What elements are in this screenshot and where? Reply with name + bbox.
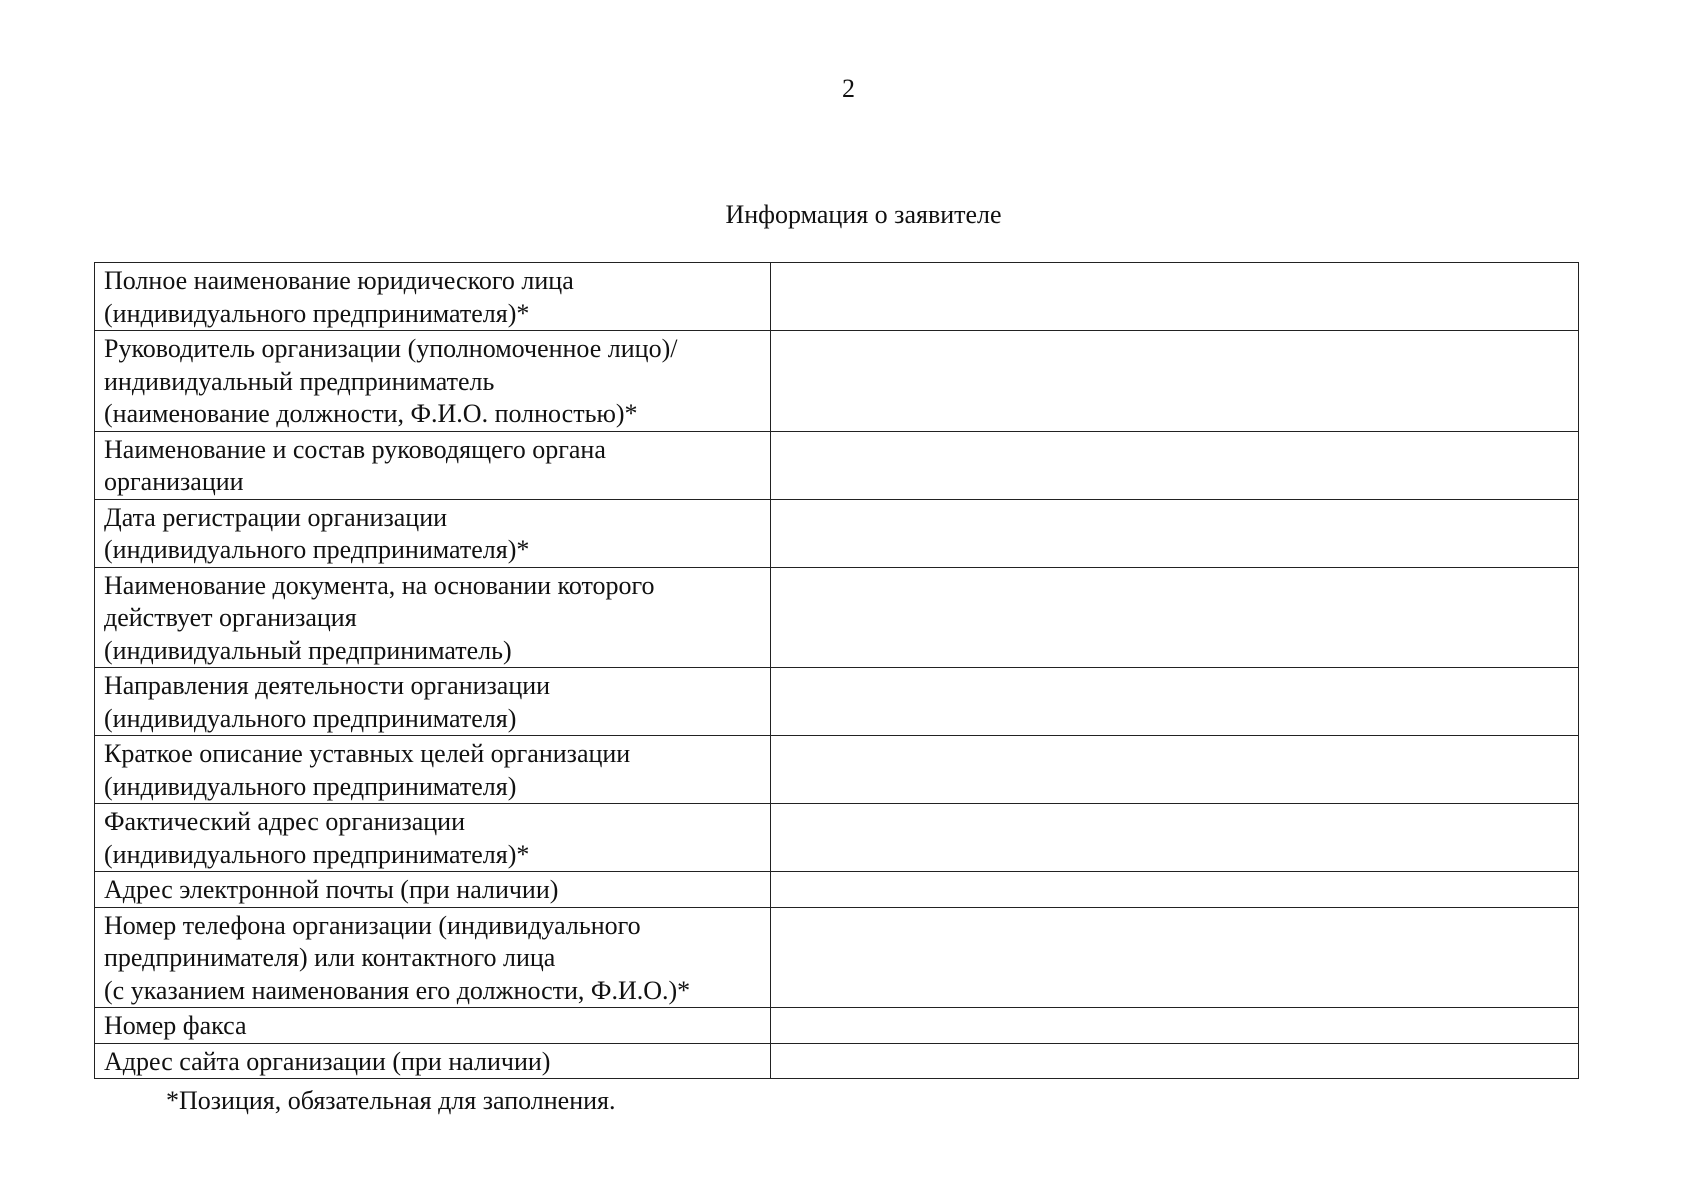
row-label-full-name: Полное наименование юридического лица (индивидуального предпринимателя)* bbox=[95, 263, 771, 331]
table-row bbox=[95, 499, 1579, 567]
table-row bbox=[95, 668, 1579, 736]
row-label-website: Адрес сайта организации (при наличии) bbox=[95, 1043, 771, 1079]
table-row bbox=[95, 263, 1579, 331]
row-value-founding-document[interactable] bbox=[771, 567, 1579, 668]
row-value-registration-date[interactable] bbox=[771, 499, 1579, 567]
table-row bbox=[95, 804, 1579, 872]
table-row bbox=[95, 1043, 1579, 1079]
row-value-actual-address[interactable] bbox=[771, 804, 1579, 872]
table-row bbox=[95, 1008, 1579, 1044]
document-title: Информация о заявителе bbox=[725, 200, 1002, 229]
table-row bbox=[95, 872, 1579, 908]
row-label-phone: Номер телефона организации (индивидуального предпринимателя) или контактного лица (с указанием наименования его должности, Ф.И.О.)* bbox=[95, 907, 771, 1008]
page-number: 2 bbox=[842, 74, 855, 103]
footnote: *Позиция, обязательная для заполнения. bbox=[166, 1086, 616, 1115]
table-row bbox=[95, 567, 1579, 668]
table-row bbox=[95, 736, 1579, 804]
row-value-phone[interactable] bbox=[771, 907, 1579, 1008]
applicant-info-table bbox=[94, 262, 1579, 1079]
table-row bbox=[95, 907, 1579, 1008]
row-value-email[interactable] bbox=[771, 872, 1579, 908]
table-row bbox=[95, 331, 1579, 432]
row-label-fax: Номер факса bbox=[95, 1008, 771, 1044]
row-value-head[interactable] bbox=[771, 331, 1579, 432]
row-value-governing-body[interactable] bbox=[771, 431, 1579, 499]
row-label-governing-body: Наименование и состав руководящего органа организации bbox=[95, 431, 771, 499]
row-label-head: Руководитель организации (уполномоченное лицо)/ индивидуальный предприниматель (наименование должности, Ф.И.О. полностью)* bbox=[95, 331, 771, 432]
row-label-actual-address: Фактический адрес организации (индивидуального предпринимателя)* bbox=[95, 804, 771, 872]
row-label-founding-document: Наименование документа, на основании которого действует организация (индивидуальный предприниматель) bbox=[95, 567, 771, 668]
row-value-fax[interactable] bbox=[771, 1008, 1579, 1044]
row-label-email: Адрес электронной почты (при наличии) bbox=[95, 872, 771, 908]
row-label-statutory-goals: Краткое описание уставных целей организации (индивидуального предпринимателя) bbox=[95, 736, 771, 804]
row-value-full-name[interactable] bbox=[771, 263, 1579, 331]
row-value-statutory-goals[interactable] bbox=[771, 736, 1579, 804]
row-label-registration-date: Дата регистрации организации (индивидуального предпринимателя)* bbox=[95, 499, 771, 567]
row-value-activities[interactable] bbox=[771, 668, 1579, 736]
row-value-website[interactable] bbox=[771, 1043, 1579, 1079]
row-label-activities: Направления деятельности организации (индивидуального предпринимателя) bbox=[95, 668, 771, 736]
table-row bbox=[95, 431, 1579, 499]
